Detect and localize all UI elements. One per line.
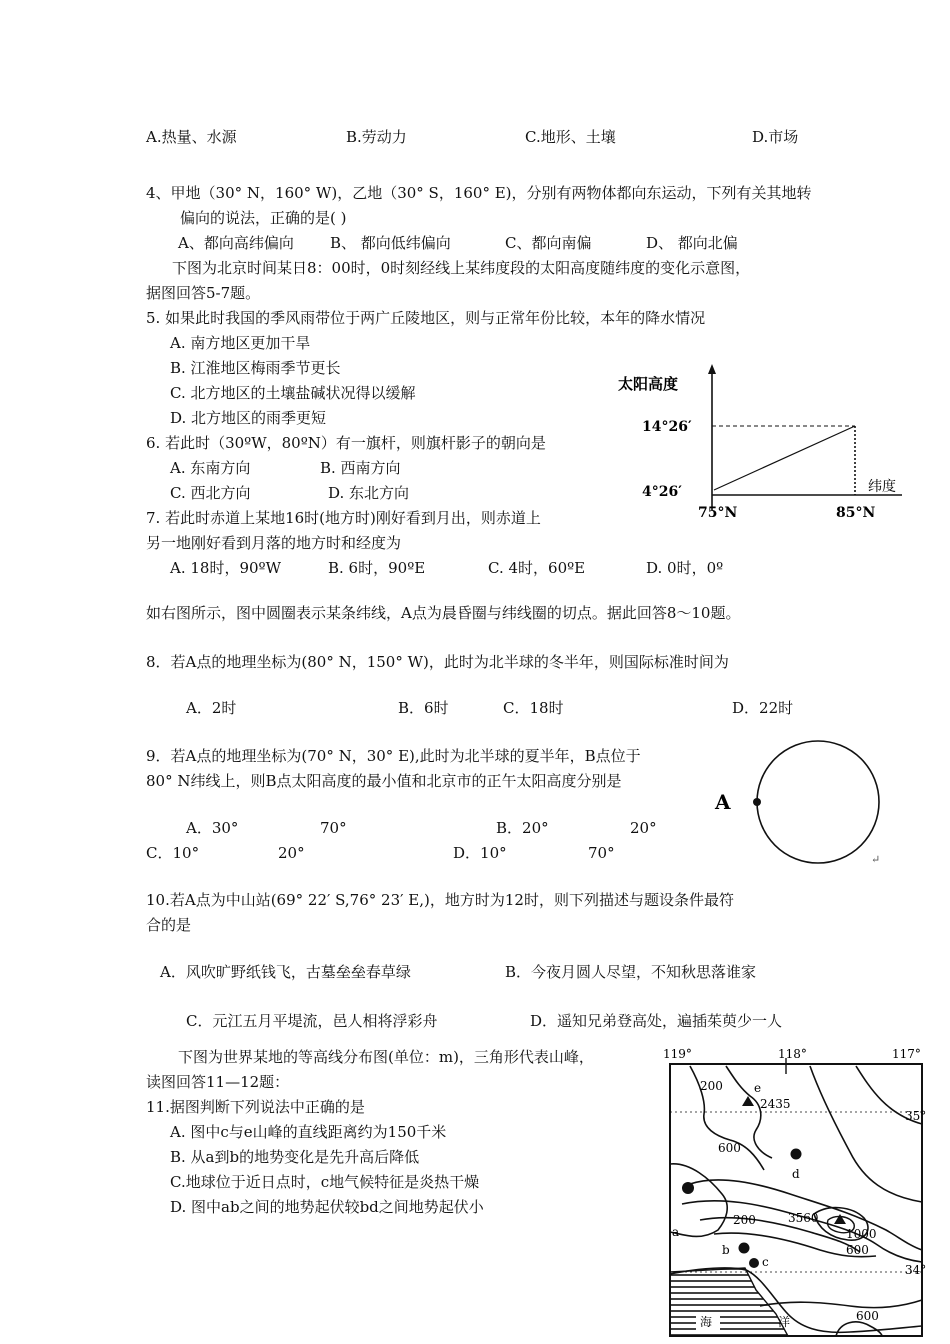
lon-118-label: 118° — [778, 1047, 807, 1061]
point-c-dot — [749, 1258, 759, 1268]
latitude-circle — [757, 741, 879, 863]
contour-south — [760, 1300, 922, 1308]
q7-option-c: C. 4时，60ºE — [488, 559, 586, 577]
point-d-dot — [791, 1149, 802, 1160]
point-b-dot — [739, 1243, 750, 1254]
chart-y-axis-arrow — [708, 364, 716, 374]
q7-stem-line2: 另一地刚好看到月落的地方时和经度为 — [146, 534, 402, 552]
q11-stem: 11.据图判断下列说法中正确的是 — [146, 1098, 365, 1116]
lon-117-label: 117° — [892, 1047, 921, 1061]
intro-5-7-line2: 据图回答5-7题。 — [146, 284, 261, 302]
q7-option-a: A. 18时，90ºW — [170, 559, 282, 577]
contour-label-600-mid: 600 — [846, 1243, 869, 1257]
intro-5-7-line1: 下图为北京时间某日8：00时，0时刻经线上某纬度段的太阳高度随纬度的变化示意图， — [172, 259, 751, 277]
chart-y-tick-low: 4°26′ — [642, 484, 682, 500]
chart-y-tick-high: 14°26′ — [642, 419, 692, 435]
chart-x-tick-end: 85°N — [836, 505, 876, 521]
point-a-dot — [753, 798, 761, 806]
point-a-label: A — [715, 790, 731, 814]
q10-option-d: D．遥知兄弟登高处，遍插茱萸少一人 — [530, 1012, 783, 1030]
sea-label-1: 海 — [700, 1315, 713, 1329]
chart-series-line — [714, 426, 855, 490]
intro-11-12-line2: 读图回答11—12题： — [146, 1073, 290, 1091]
peak-label-3560: 3560 — [788, 1211, 819, 1225]
q6-option-b: B. 西南方向 — [320, 459, 401, 477]
q5-option-d: D. 北方地区的雨季更短 — [170, 409, 327, 427]
q6-option-a: A. 东南方向 — [170, 459, 251, 477]
point-label-d: d — [792, 1167, 800, 1181]
peak-3560-triangle — [834, 1214, 846, 1224]
q11-option-d: D. 图中ab之间的地势起伏较bd之间地势起伏小 — [170, 1198, 484, 1216]
sea-area — [670, 1268, 791, 1336]
contour-label-600: 600 — [718, 1141, 741, 1155]
point-label-e: e — [754, 1081, 762, 1095]
q10-option-b: B．今夜月圆人尽望，不知秋思落谁家 — [505, 963, 757, 981]
q10-stem-line2: 合的是 — [146, 916, 192, 934]
point-label-c: c — [762, 1255, 769, 1269]
chart-x-tick-start: 75°N — [698, 505, 738, 521]
q9-option-c-value2: 20° — [278, 844, 305, 862]
contour-map — [660, 1044, 945, 1340]
q9-option-b-value2: 20° — [630, 819, 657, 837]
q7-stem-line1: 7. 若此时赤道上某地16时(地方时)刚好看到月出，则赤道上 — [146, 509, 541, 527]
q5-option-a: A. 南方地区更加干旱 — [170, 334, 311, 352]
q9-option-d-value2: 70° — [588, 844, 615, 862]
q11-option-b: B. 从a到b的地势变化是先升高后降低 — [170, 1148, 420, 1166]
q6-option-d: D. 东北方向 — [328, 484, 410, 502]
q3-option-c: C.地形、土壤 — [525, 128, 616, 146]
q9-option-d: D．10° — [453, 844, 507, 862]
intro-11-12-line1: 下图为世界某地的等高线分布图(单位：m)，三角形代表山峰， — [178, 1048, 594, 1066]
peak-label-2435: 2435 — [760, 1097, 791, 1111]
contour-east-1 — [810, 1066, 922, 1202]
q11-option-c: C.地球位于近日点时，c地气候特征是炎热干燥 — [170, 1173, 480, 1191]
q10-stem-line1: 10.若A点为中山站(69° 22′ S,76° 23′ E,)，地方时为12时，则下列描述与题设条件最符 — [146, 891, 734, 909]
q3-option-a: A.热量、水源 — [146, 128, 237, 146]
q9-stem-line2: 80° N纬线上，则B点太阳高度的最小值和北京市的正午太阳高度分别是 — [146, 772, 622, 790]
q6-option-c: C. 西北方向 — [170, 484, 251, 502]
q8-option-a: A．2时 — [186, 699, 237, 717]
contour-label-200-top: 200 — [700, 1079, 723, 1093]
q10-option-c: C．元江五月平堤流，邑人相将浮彩舟 — [186, 1012, 438, 1030]
contour-label-200-mid: 200 — [733, 1213, 756, 1227]
q11-option-a: A. 图中c与e山峰的直线距离约为150千米 — [170, 1123, 447, 1141]
q9-stem-line1: 9．若A点的地理坐标为(70° N，30° E),此时为北半球的夏半年，B点位于 — [146, 747, 641, 765]
q9-option-b: B．20° — [496, 819, 549, 837]
q4-option-b: B、 都向低纬偏向 — [330, 234, 451, 252]
q4-option-a: A、都向高纬偏向 — [178, 234, 294, 252]
q7-option-d: D. 0时，0º — [646, 559, 724, 577]
q5-option-c: C. 北方地区的土壤盐碱状况得以缓解 — [170, 384, 416, 402]
sea-label-2: 洋 — [778, 1315, 791, 1329]
return-mark: ↵ — [871, 853, 881, 865]
q4-option-d: D、 都向北偏 — [646, 234, 738, 252]
q8-option-c: C．18时 — [503, 699, 564, 717]
contour-ridge-2 — [682, 1201, 922, 1262]
q4-option-c: C、都向南偏 — [505, 234, 592, 252]
q4-stem-line1: 4、甲地（30° N，160° W)，乙地（30° S，160° E)，分别有两物体都向东运动，下列有关其地转 — [146, 184, 812, 202]
q8-stem: 8．若A点的地理坐标为(80° N，150° W)，此时为北半球的冬半年，则国际标准时间为 — [146, 653, 729, 671]
latitude-circle-figure — [705, 735, 915, 865]
q9-option-c: C．10° — [146, 844, 200, 862]
chart-xlabel: 纬度 — [868, 479, 896, 495]
q8-option-d: D．22时 — [732, 699, 794, 717]
lat-35-label: 35° — [905, 1109, 927, 1123]
q3-option-b: B.劳动力 — [346, 128, 407, 146]
q5-stem: 5. 如果此时我国的季风雨带位于两广丘陵地区，则与正常年份比较，本年的降水情况 — [146, 309, 706, 327]
q5-option-b: B. 江淮地区梅雨季节更长 — [170, 359, 341, 377]
q4-stem-line2: 偏向的说法，正确的是( ) — [180, 209, 347, 227]
chart-ylabel: 太阳高度 — [618, 375, 679, 393]
lat-34-label: 34° — [905, 1263, 927, 1277]
contour-label-1000: 1000 — [846, 1227, 877, 1241]
q7-option-b: B. 6时，90ºE — [328, 559, 426, 577]
contour-600-bottom — [836, 1322, 882, 1336]
point-label-b: b — [722, 1243, 730, 1257]
q9-option-a-value2: 70° — [320, 819, 347, 837]
q9-option-a: A．30° — [186, 819, 239, 837]
q8-option-b: B．6时 — [398, 699, 449, 717]
point-a-map-dot — [682, 1182, 694, 1194]
q6-stem: 6. 若此时（30ºW，80ºN）有一旗杆，则旗杆影子的朝向是 — [146, 434, 546, 452]
intro-8-10: 如右图所示，图中圆圈表示某条纬线，A点为晨昏圈与纬线圈的切点。据此回答8～10题。 — [146, 604, 741, 622]
lon-119-label: 119° — [663, 1047, 692, 1061]
point-label-a: a — [672, 1225, 680, 1239]
solar-altitude-chart — [610, 360, 930, 530]
contour-label-600-bottom: 600 — [856, 1309, 879, 1323]
q10-option-a: A．风吹旷野纸钱飞，古墓垒垒春草绿 — [160, 963, 411, 981]
q3-option-d: D.市场 — [752, 128, 799, 146]
